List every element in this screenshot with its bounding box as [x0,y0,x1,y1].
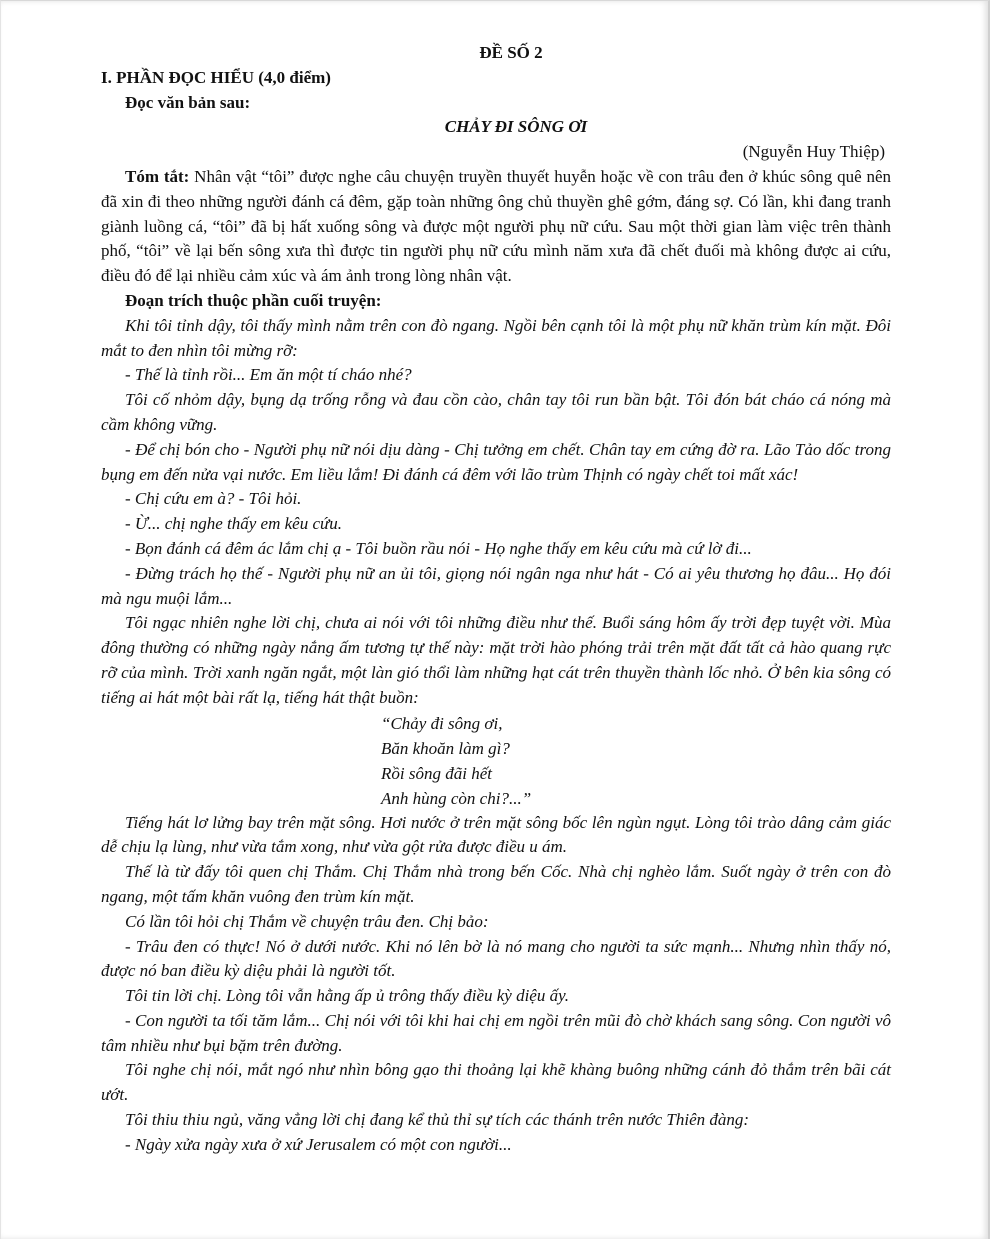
excerpt-paragraph: - Ừ... chị nghe thấy em kêu cứu. [125,514,343,534]
excerpt-paragraph: - Để chị bón cho - Người phụ nữ nói dịu dàng - Chị tưởng em chết. Chân tay em cứng đờ ra. Lão Tảo dốc trong bụng em đến nửa vại nước. Em liều lắm! Đi đánh cá đêm với lão trùm Thịnh có ngày chết toi mất xác! [101,439,891,484]
excerpt-paragraph: Khi tôi tỉnh dậy, tôi thấy mình nằm trên con đò ngang. Ngồi bên cạnh tôi là một phụ nữ khăn trùm kín mặt. Đôi mắt to đen nhìn tôi mừng rỡ: [101,315,891,360]
excerpt-paragraph: - Trâu đen có thực! Nó ở dưới nước. Khi nó lên bờ là nó mang cho người ta sức mạnh... Nhưng nhìn thấy nó, được nó ban điều kỳ diệu phải là người tốt. [101,936,891,981]
excerpt-paragraph: Có lần tôi hỏi chị Thắm về chuyện trâu đen. Chị bảo: [125,911,489,931]
summary-label: Tóm tắt: [125,166,190,186]
poem-line: Băn khoăn làm gì? [381,738,510,758]
excerpt-paragraph: Tôi tin lời chị. Lòng tôi vẫn hằng ấp ủ trông thấy điều kỳ diệu ấy. [125,986,569,1006]
excerpt-paragraph: - Chị cứu em à? - Tôi hỏi. [125,489,302,509]
document-content [101,41,891,1158]
excerpt-before-poem [101,314,891,711]
poem-line: “Chảy đi sông ơi, [381,713,503,733]
excerpt-label: Đoạn trích thuộc phần cuối truyện: [125,290,382,310]
excerpt-paragraph: - Ngày xửa ngày xưa ở xứ Jerusalem có một con người... [125,1134,512,1154]
story-title: CHẢY ĐI SÔNG ƠI [444,117,588,137]
excerpt-paragraph: - Đừng trách họ thế - Người phụ nữ an ủi tôi, giọng nói ngân nga như hát - Có ai yêu thương họ đâu... Họ đói mà ngu muội lắm... [101,563,891,608]
poem-block [101,711,891,811]
excerpt-paragraph: Tôi cố nhỏm dậy, bụng dạ trống rỗng và đau cồn cào, chân tay tôi run bần bật. Tôi đón bát cháo cá nóng mà cầm không vững. [101,390,891,434]
poem-line: Rồi sông đãi hết [381,763,492,783]
poem-line: Anh hùng còn chi?...” [381,788,532,808]
excerpt-paragraph: Tôi nghe chị nói, mắt ngó như nhìn bông gạo thi thoảng lại khẽ khàng buông những cánh đỏ thắm trên bãi cát ướt. [101,1060,891,1105]
excerpt-paragraph: - Bọn đánh cá đêm ác lắm chị ạ - Tôi buồn rầu nói - Họ nghe thấy em kêu cứu mà cứ lờ đi... [125,538,752,558]
excerpt-paragraph: Tiếng hát lơ lửng bay trên mặt sông. Hơi nước ở trên mặt sông bốc lên ngùn ngụt. Lòng tôi trào dâng cảm giác dễ chịu lạ lùng, như vừa tắm xong, như vừa gột rửa được điều u ám. [101,812,891,857]
read-instruction: Đọc văn bản sau: [125,92,251,112]
summary-paragraph [101,165,891,289]
exam-title: ĐỀ SỐ 2 [479,43,543,62]
author-line: (Nguyễn Huy Thiệp) [742,142,885,162]
excerpt-paragraph: - Thế là tỉnh rồi... Em ăn một tí cháo nhé? [125,365,412,385]
excerpt-paragraph: Tôi thiu thiu ngủ, văng vẳng lời chị đang kể thủ thỉ sự tích các thánh trên nước Thiên đàng: [125,1110,750,1130]
excerpt-paragraph: Tôi ngạc nhiên nghe lời chị, chưa ai nói với tôi những điều như thế. Buổi sáng hôm ấy trời đẹp tuyệt vời. Mùa đông thường có những ngày nắng ấm tương tự thế này: mặt trời hào phóng trải trên mặt đất tất cả hào quang rực rỡ của mình. Trời xanh ngăn ngắt, một làn gió thổi làm những hạt cát trên thuyền thành lốc nhỏ. Ở bên kia sông có tiếng ai hát một bài rất lạ, tiếng hát thật buồn: [101,613,891,707]
summary-text: Nhân vật “tôi” được nghe câu chuyện truyền thuyết huyễn hoặc về con trâu đen ở khúc sông quê nên đã xin đi theo những người đánh cá đêm, gặp toàn những ông chủ thuyền ghê gớm, đáng sợ. Có lần, khi đang tranh giành luồng cá, “tôi” đã bị hất xuống sông và được một người phụ nữ cứu. Sau một thời gian làm việc trên thành phố, “tôi” về lại bến sông xưa thì được tin người phụ nữ cứu mình năm xưa đã chết đuối mà không được ai cứu, điều đó để lại nhiều cảm xúc và ám ảnh trong lòng nhân vật. [101,166,891,286]
excerpt-paragraph: - Con người ta tối tăm lắm... Chị nói với tôi khi hai chị em ngồi trên mũi đò chờ khách sang sông. Con người vô tâm nhiều như bụi bặm trên đường. [101,1010,891,1055]
section-heading: I. PHẦN ĐỌC HIỂU (4,0 điểm) [101,67,331,87]
excerpt-paragraph: Thế là từ đấy tôi quen chị Thắm. Chị Thắm nhà trong bến Cốc. Nhà chị nghèo lắm. Suốt ngày ở trên con đò ngang, một tấm khăn vuông đen trùm kín mặt. [101,862,891,906]
excerpt-after-poem [101,811,891,1158]
